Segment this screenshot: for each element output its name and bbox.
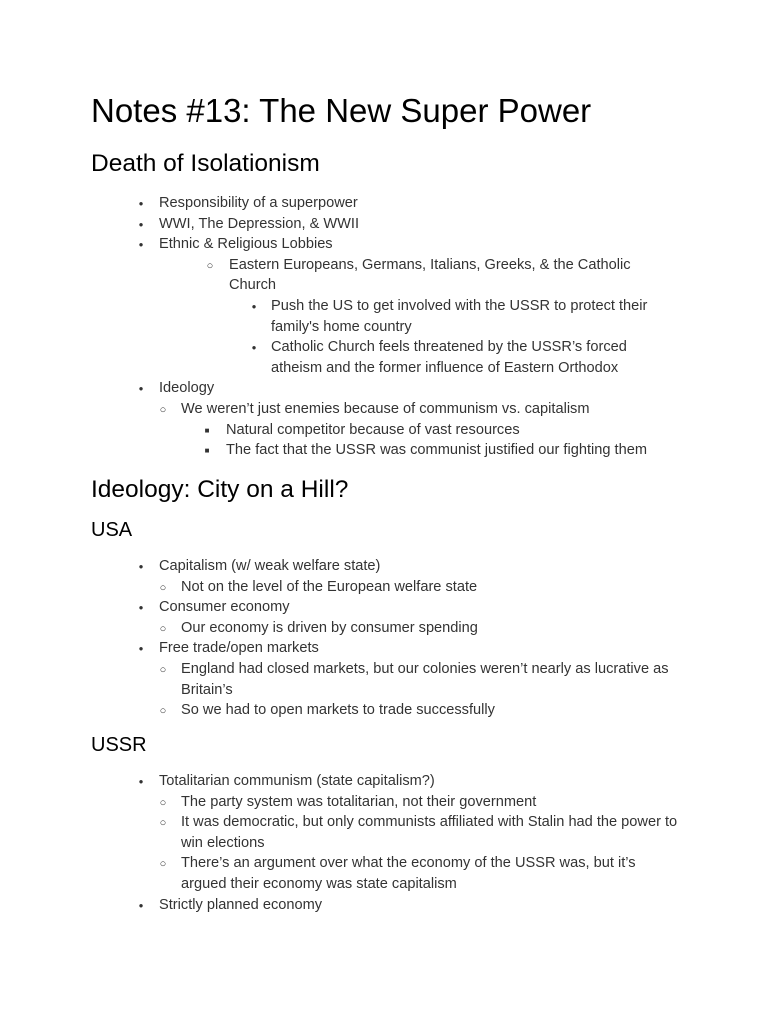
- list-item: [0, 853, 681, 894]
- list-item-text: Consumer economy: [159, 599, 290, 616]
- document-title: Notes #13: The New Super Power: [91, 92, 592, 129]
- circle-bullet-icon: [157, 399, 169, 421]
- list-item-text: So we had to open markets to trade successfully: [181, 702, 495, 719]
- list-item-text: Responsibility of a superpower: [159, 195, 358, 211]
- disc-bullet-icon: [135, 771, 147, 793]
- disc-bullet-icon: [135, 193, 147, 215]
- list-item-text: England had closed markets, but our colonies weren’t nearly as lucrative as Britain’s: [181, 660, 669, 698]
- circle-bullet-icon: [157, 853, 169, 875]
- list-item-text: We weren’t just enemies because of communism vs. capitalism: [181, 400, 590, 417]
- disc-bullet-icon: [135, 895, 147, 917]
- list-item: [0, 618, 681, 639]
- circle-bullet-icon: [157, 700, 169, 722]
- circle-bullet-icon: [157, 659, 169, 681]
- list-item: [0, 556, 681, 577]
- list-item-text: Strictly planned economy: [159, 896, 323, 913]
- circle-bullet-icon: [204, 255, 216, 277]
- circle-bullet-icon: [157, 792, 169, 814]
- list-item-text: Capitalism (w/ weak welfare state): [159, 558, 381, 574]
- list-item: [0, 792, 681, 813]
- list-item: [0, 771, 681, 792]
- isolationism-list: [0, 193, 696, 461]
- disc-bullet-icon: [135, 597, 147, 619]
- list-item-text: Ideology: [159, 380, 215, 397]
- list-item: [0, 812, 681, 853]
- square-bullet-icon: [201, 420, 213, 442]
- list-item-text: Eastern Europeans, Germans, Italians, Greeks, & the Catholic Church: [229, 256, 631, 294]
- list-item: [0, 337, 696, 378]
- circle-bullet-icon: [157, 618, 169, 640]
- list-item-text: Totalitarian communism (state capitalism?): [159, 773, 435, 789]
- list-item: [0, 700, 681, 721]
- list-item: [0, 296, 696, 337]
- list-item: [0, 577, 681, 598]
- disc-bullet-icon: [248, 296, 260, 318]
- list-item-text: The party system was totalitarian, not their government: [181, 793, 537, 810]
- disc-bullet-icon: [135, 638, 147, 660]
- list-item: [0, 440, 696, 461]
- disc-bullet-icon: [135, 214, 147, 236]
- list-item-text: Push the US to get involved with the USSR to protect their family's home country: [271, 297, 648, 335]
- list-item: [0, 597, 681, 618]
- list-item-text: Natural competitor because of vast resources: [226, 421, 520, 438]
- list-item: [0, 659, 681, 700]
- list-item-text: Our economy is driven by consumer spending: [181, 619, 478, 636]
- list-item-text: It was democratic, but only communists affiliated with Stalin had the power to win elections: [181, 814, 678, 851]
- list-item-text: Catholic Church feels threatened by the USSR’s forced atheism and the former influence of Eastern Orthodox: [271, 339, 627, 376]
- list-item-text: Not on the level of the European welfare state: [181, 578, 478, 595]
- list-item: [0, 399, 696, 420]
- list-item: [0, 895, 681, 916]
- heading-city-on-a-hill: Ideology: City on a Hill?: [91, 476, 349, 503]
- ussr-list: [0, 771, 681, 915]
- disc-bullet-icon: [135, 556, 147, 578]
- list-item: [0, 638, 681, 659]
- list-item: [0, 214, 696, 235]
- list-item: [0, 193, 696, 214]
- circle-bullet-icon: [157, 812, 169, 834]
- list-item-text: There’s an argument over what the economy of the USSR was, but it’s argued their economy was state capitalism: [181, 855, 636, 892]
- list-item: [0, 255, 696, 296]
- list-item: [0, 378, 696, 399]
- list-item: [0, 234, 696, 255]
- disc-bullet-icon: [135, 378, 147, 400]
- heading-ussr: USSR: [91, 734, 147, 756]
- disc-bullet-icon: [135, 234, 147, 256]
- heading-death-of-isolationism: Death of Isolationism: [91, 150, 320, 177]
- list-item-text: The fact that the USSR was communist justified our fighting them: [226, 442, 647, 459]
- square-bullet-icon: [201, 440, 213, 462]
- circle-bullet-icon: [157, 577, 169, 599]
- heading-usa: USA: [91, 519, 133, 541]
- list-item-text: WWI, The Depression, & WWII: [159, 215, 360, 232]
- disc-bullet-icon: [248, 337, 260, 359]
- list-item: [0, 420, 696, 441]
- usa-list: [0, 556, 681, 721]
- list-item-text: Free trade/open markets: [159, 640, 319, 657]
- list-item-text: Ethnic & Religious Lobbies: [159, 236, 333, 253]
